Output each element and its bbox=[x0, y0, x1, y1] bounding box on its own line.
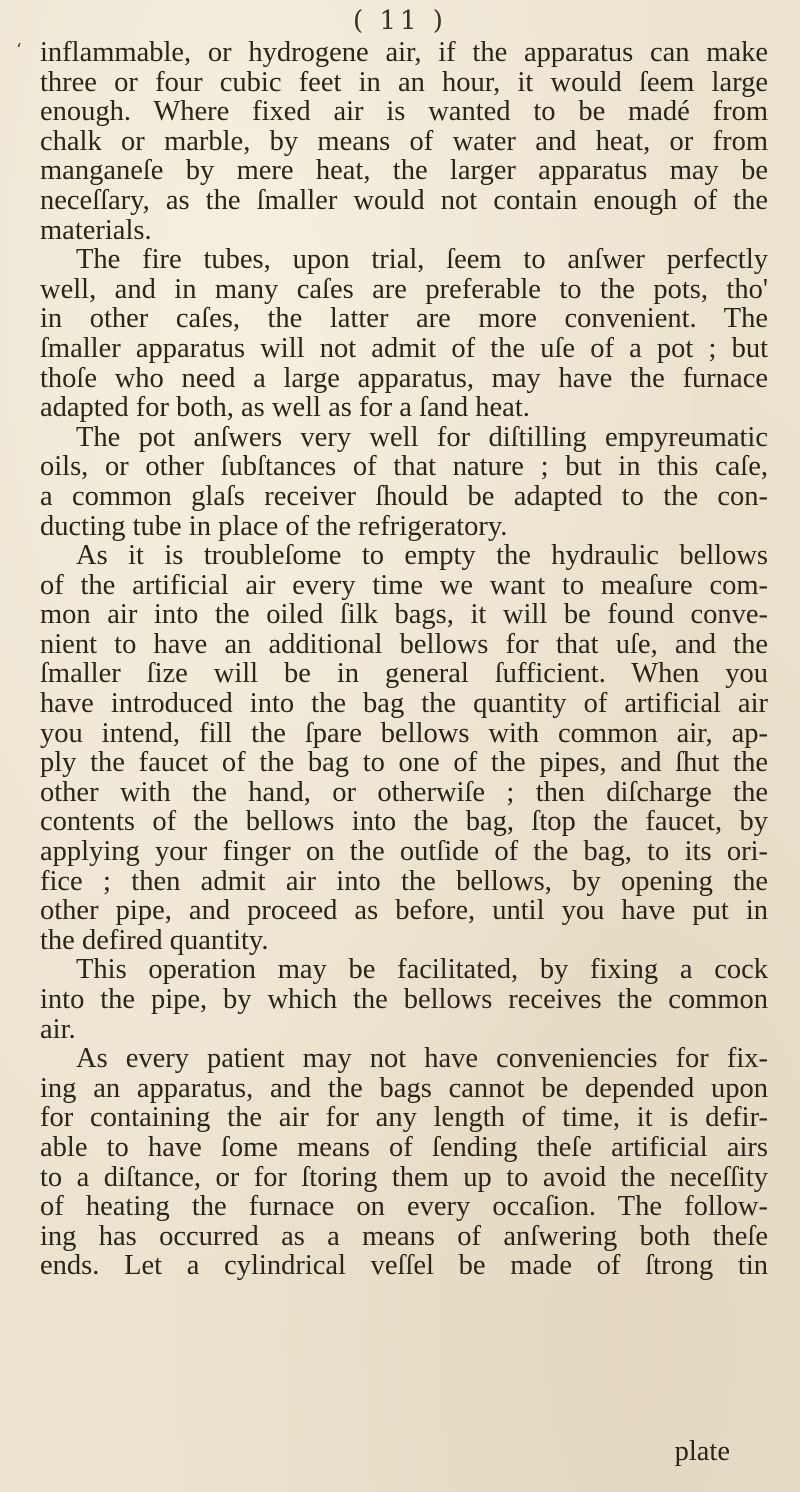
text-line: ply the faucet of the bag to one of the pipes, and ſhut the bbox=[40, 747, 768, 779]
catchword: plate bbox=[674, 1436, 730, 1467]
page-number: ( 11 ) bbox=[353, 6, 447, 36]
text-line: three or four cubic feet in an hour, it would ſeem large bbox=[40, 66, 768, 98]
text-line: ducting tube in place of the refrigeratory. bbox=[40, 510, 508, 542]
text-line: The fire tubes, upon trial, ſeem to anſwer perfectly bbox=[76, 244, 768, 276]
body-text bbox=[40, 38, 768, 1281]
text-line: of heating the furnace on every occaſion. The follow- bbox=[40, 1191, 768, 1223]
text-line: to a diſtance, or for ſtoring them up to avoid the neceſſity bbox=[40, 1161, 768, 1193]
text-line: ing an apparatus, and the bags cannot be depended upon bbox=[40, 1072, 768, 1104]
text-line: into the pipe, by which the bellows receives the common bbox=[40, 984, 768, 1015]
text-line: nient to have an additional bellows for that uſe, and the bbox=[40, 628, 768, 660]
text-line: manganeſe by mere heat, the larger apparatus may be bbox=[40, 155, 768, 187]
text-line: a common glaſs receiver ſhould be adapted to the con- bbox=[40, 480, 768, 512]
text-line: for containing the air for any length of time, it is defir- bbox=[40, 1102, 768, 1134]
text-line: This operation may be facilitated, by fixing a cock bbox=[76, 954, 768, 986]
text-line: As every patient may not have conveniencies for fix- bbox=[76, 1043, 768, 1075]
text-line: thoſe who need a large apparatus, may have the furnace bbox=[40, 362, 768, 394]
text-line: contents of the bellows into the bag, ſtop the faucet, by bbox=[40, 806, 768, 838]
text-line: have introduced into the bag the quantity of artificial air bbox=[40, 688, 768, 720]
text-line: ing has occurred as a means of anſwering both theſe bbox=[40, 1220, 768, 1252]
text-line: oils, or other ſubſtances of that nature ; but in this caſe, bbox=[40, 451, 768, 483]
text-line: other with the hand, or otherwiſe ; then diſcharge the bbox=[40, 776, 768, 808]
text-line: inflammable, or hydrogene air, if the apparatus can make bbox=[40, 37, 768, 68]
text-line: applying your finger on the outſide of the bag, to its ori- bbox=[40, 836, 768, 868]
text-line: able to have ſome means of ſending theſe artificial airs bbox=[40, 1131, 768, 1163]
text-line: the defired quantity. bbox=[40, 924, 269, 956]
text-line: other pipe, and proceed as before, until you have put in bbox=[40, 895, 768, 927]
text-line: well, and in many caſes are preferable to the pots, tho' bbox=[40, 273, 768, 305]
text-line: ſmaller apparatus will not admit of the uſe of a pot ; but bbox=[40, 332, 768, 364]
text-line: neceſſary, as the ſmaller would not contain enough of the bbox=[40, 184, 768, 216]
text-line: air. bbox=[40, 1013, 76, 1045]
text-line: fice ; then admit air into the bellows, by opening the bbox=[40, 865, 768, 897]
text-line: chalk or marble, by means of water and heat, or from bbox=[40, 125, 768, 157]
text-line: mon air into the oiled ſilk bags, it will be found conve- bbox=[40, 599, 768, 631]
text-line: As it is troubleſome to empty the hydraulic bellows bbox=[76, 540, 768, 572]
text-line: you intend, fill the ſpare bellows with common air, ap- bbox=[40, 717, 768, 749]
text-line: of the artificial air every time we want to meaſure com- bbox=[40, 569, 768, 601]
text-line: ends. Let a cylindrical veſſel be made of ſtrong tin bbox=[40, 1250, 768, 1282]
text-line: The pot anſwers very well for diſtilling empyreumatic bbox=[76, 421, 768, 453]
text-line: in other caſes, the latter are more convenient. The bbox=[40, 303, 768, 335]
text-line: adapted for both, as well as for a ſand heat. bbox=[40, 392, 530, 424]
margin-mark: ‘ bbox=[16, 40, 22, 61]
text-line: ſmaller ſize will be in general ſufficient. When you bbox=[40, 658, 768, 690]
text-line: enough. Where fixed air is wanted to be madé from bbox=[40, 96, 768, 128]
text-line: materials. bbox=[40, 214, 152, 246]
